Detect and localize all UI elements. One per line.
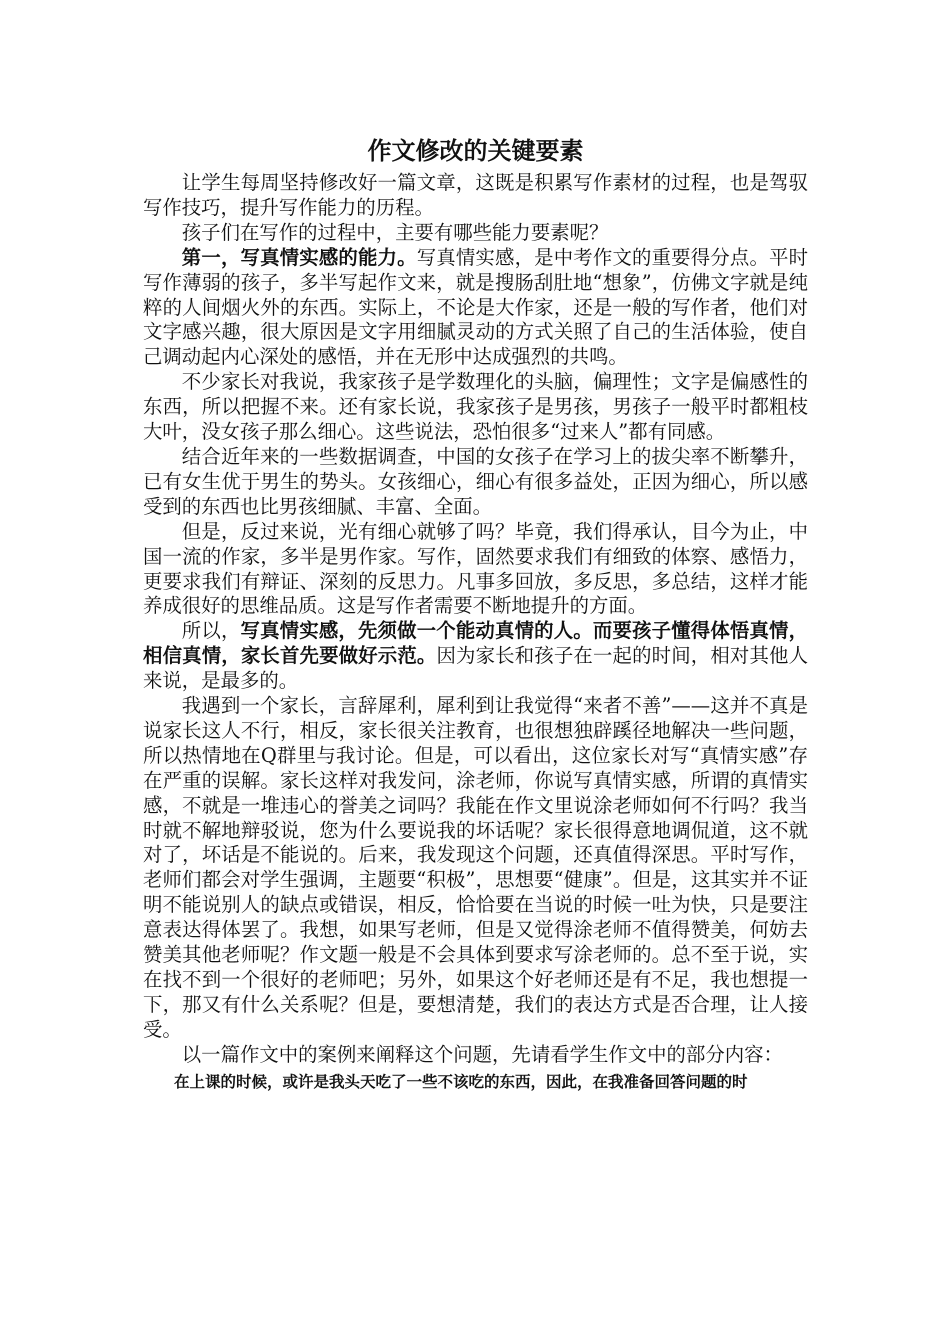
conclusion-bold: 写真情实感，先须做一个能动真情的人。而要孩子懂得体悟真情，相信真情，家长首先要做好示范。 (143, 619, 809, 668)
heading-first-ability: 第一，写真情实感的能力。 (181, 245, 417, 269)
paragraph-parents-views: 不少家长对我说，我家孩子是学数理化的头脑，偏理性；文字是偏感性的东西，所以把握不来。还有家长说，我家孩子是男孩，男孩子一般平时都粗枝大叶，没女孩子那么细心。这些说法，恐怕很多“过来人”都有同感。 (143, 370, 808, 444)
student-essay-excerpt: 在上课的时候，或许是我头天吃了一些不该吃的东西，因此，在我准备回答问题的时 (174, 1072, 748, 1091)
paragraph-intro: 让学生每周坚持修改好一篇文章，这既是积累写作素材的过程，也是驾驭写作技巧，提升写作能力的历程。 (143, 171, 808, 219)
conclusion-rest: 因为家长和孩子在一起的时间，相对其他人来说，是最多的。 (143, 644, 809, 693)
paragraph-survey: 结合近年来的一些数据调查，中国的女孩子在学习上的拔尖率不断攀升，已有女生优于男生的势头。女孩细心，细心有很多益处，正因为细心，所以感受到的东西也比男孩细腻、丰富、全面。 (143, 444, 808, 518)
conclusion-start: 所以， (181, 619, 241, 643)
paragraph-question: 孩子们在写作的过程中，主要有哪些能力要素呢？ (181, 220, 609, 244)
paragraph-however: 但是，反过来说，光有细心就够了吗？毕竟，我们得承认，目今为止，中国一流的作家，多半是男作家。写作，固然要求我们有细致的体察、感悟力，更要求我们有辩证、深刻的反思力。凡事多回放，多反思，多总结，这样才能养成很好的思维品质。这是写作者需要不断地提升的方面。 (143, 519, 808, 618)
paragraph-case-intro: 以一篇作文中的案例来阐释这个问题，先请看学生作文中的部分内容： (181, 1042, 783, 1066)
document-title: 作文修改的关键要素 (367, 137, 584, 165)
document-page (143, 133, 808, 1094)
paragraph-parent-story: 我遇到一个家长，言辞犀利，犀利到让我觉得“来者不善”——这并不真是说家长这人不行，相反，家长很关注教育，也很想独辟蹊径地解决一些问题，所以热情地在Q群里与我讨论。但是，可以看出，这位家长对写“真情实感”存在严重的误解。家长这样对我发问，涂老师，你说写真情实感，所谓的真情实感，不就是一堆违心的誉美之词吗？我能在作文里说涂老师如何不行吗？我当时就不解地辩驳说，您为什么要说我的坏话呢？家长很得意地调侃道，这不就对了，坏话是不能说的。后来，我发现这个问题，还真值得深思。平时写作，老师们都会对学生强调，主题要“积极”，思想要“健康”。但是，这其实并不证明不能说别人的缺点或错误，相反，恰恰要在当说的时候一吐为快，只是要注意表达得体罢了。我想，如果写老师，但是又觉得涂老师不值得赞美，何妨去赞美其他老师呢？作文题一般是不会具体到要求写涂老师的。总不至于说，实在找不到一个很好的老师吧；另外，如果这个好老师还是有不足，我也想提一下，那又有什么关系呢？但是，要想清楚，我们的表达方式是否合理，让人接受。 (143, 694, 808, 1041)
paragraph-conclusion (143, 619, 808, 694)
paragraph-first-ability (143, 246, 808, 371)
first-ability-text: 写真情实感，是中考作文的重要得分点。平时写作薄弱的孩子，多半写起作文来，就是搜肠刮肚地“想象”，仿佛文字就是纯粹的人间烟火外的东西。实际上，不论是大作家，还是一般的写作者，他们对文字感兴趣，很大原因是文字用细腻灵动的方式关照了自己的生活体验，使自己调动起内心深处的感悟，并在无形中达成强烈的共鸣。 (143, 245, 809, 369)
